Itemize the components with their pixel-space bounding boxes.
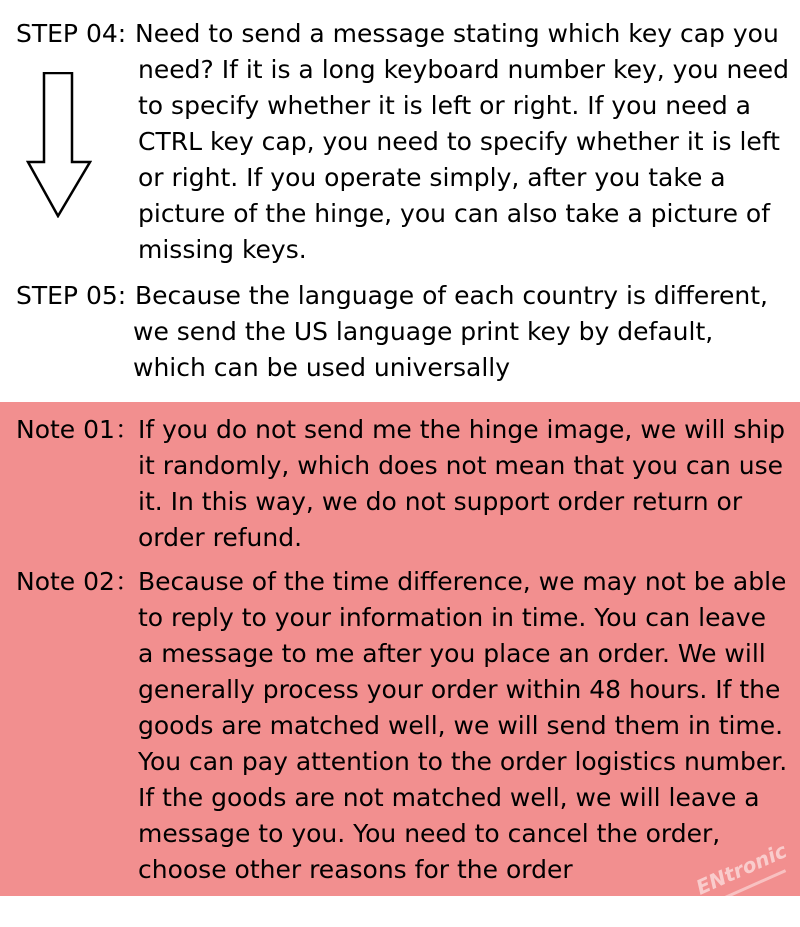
note-02-line: message to you. You need to cancel the order,	[138, 819, 721, 848]
note-02-label: Note 02：	[16, 567, 140, 596]
down-arrow-icon	[26, 72, 92, 218]
step-04-line: need? If it is a long keyboard number key, you need	[138, 55, 790, 84]
step-04-line: to specify whether it is left or right. If you need a	[138, 91, 751, 120]
note-01-line: it. In this way, we do not support order return or	[138, 487, 743, 516]
step-04-text	[135, 16, 789, 268]
note-02-text	[138, 564, 787, 888]
note-01-label: Note 01：	[16, 415, 140, 444]
step-04-line: picture of the hinge, you can also take a picture of	[138, 199, 770, 228]
note-02-line: goods are matched well, we will send them in time.	[138, 711, 784, 740]
step-05-label: STEP 05:	[16, 281, 127, 310]
note-02-line: If the goods are not matched well, we will leave a	[138, 783, 760, 812]
step-04-line: Need to send a message stating which key cap you	[135, 19, 779, 48]
watermark-text: ENtronic	[692, 838, 791, 900]
note-01-text	[138, 412, 785, 556]
step-04-line: or right. If you operate simply, after you take a	[138, 163, 726, 192]
step-04-label: STEP 04:	[16, 19, 127, 48]
step-04-line: missing keys.	[138, 235, 307, 264]
note-02-line: generally process your order within 48 hours. If the	[138, 675, 781, 704]
note-02-line: choose other reasons for the order	[138, 855, 573, 884]
note-02-line: a message to me after you place an order. We will	[138, 639, 766, 668]
step-05-line: which can be used universally	[133, 353, 511, 382]
note-02-line: You can pay attention to the order logistics number.	[138, 747, 788, 776]
note-01-line: If you do not send me the hinge image, we will ship	[138, 415, 786, 444]
note-01-line: order refund.	[138, 523, 303, 552]
step-05-text	[135, 278, 768, 386]
note-01-line: it randomly, which does not mean that you can use	[138, 451, 784, 480]
step-04-line: CTRL key cap, you need to specify whether it is left	[138, 127, 780, 156]
note-02-line: Because of the time difference, we may not be able	[138, 567, 787, 596]
note-02-line: to reply to your information in time. You can leave	[138, 603, 766, 632]
step-05-line: Because the language of each country is different,	[135, 281, 768, 310]
step-04	[0, 16, 800, 268]
notes-panel	[0, 402, 800, 896]
step-05	[0, 278, 800, 386]
step-05-line: we send the US language print key by default,	[133, 317, 714, 346]
